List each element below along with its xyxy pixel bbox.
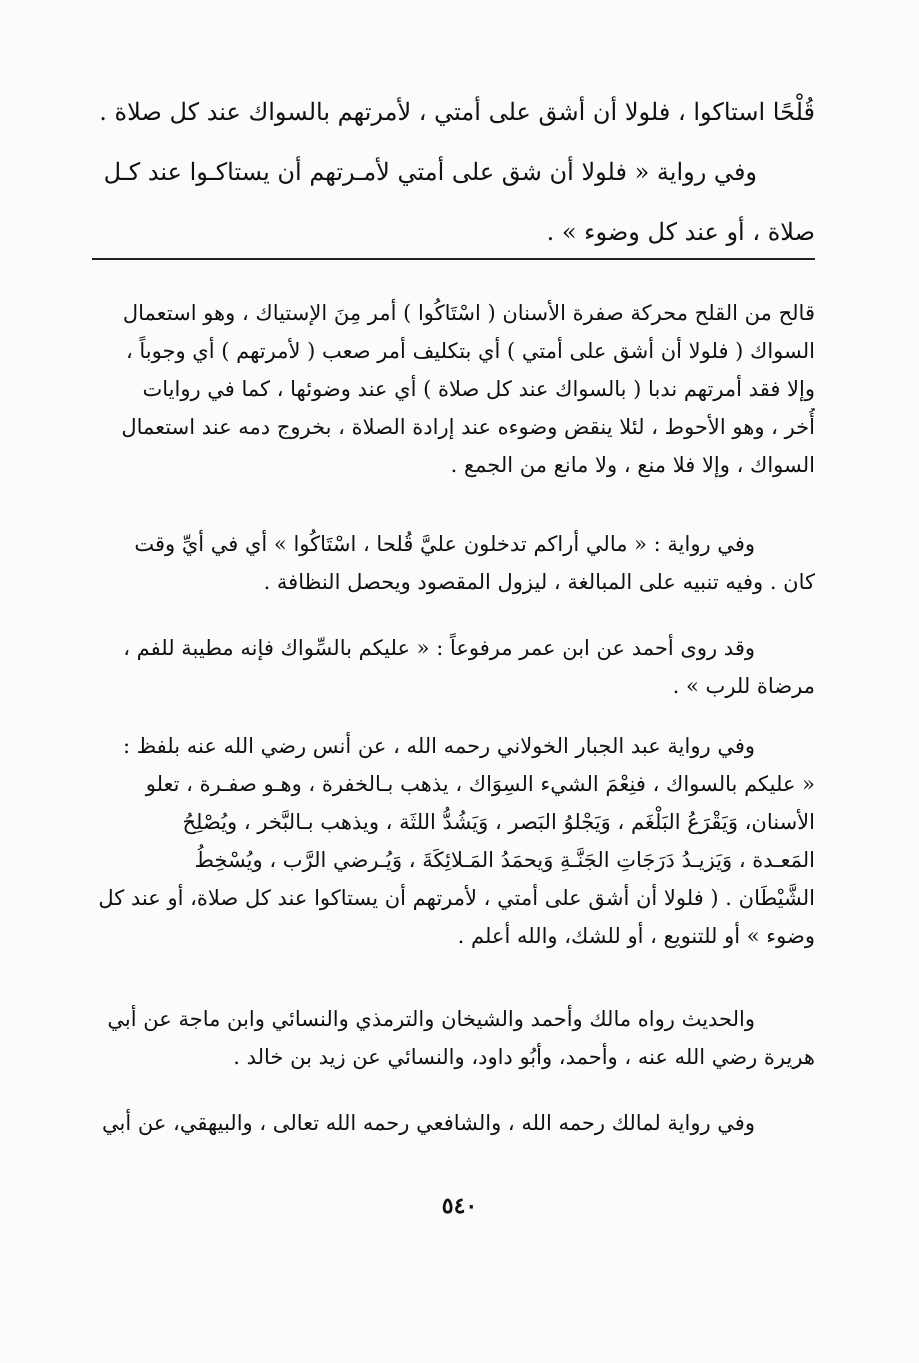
commentary-line: قالح من القلح محركة صفرة الأسنان ( اسْتَاكُوا ) أمر مِنَ الإستياك ، وهو استعمال [122, 301, 815, 325]
hadith-line: صلاة ، أو عند كل وضوء » . [546, 218, 815, 246]
hadith-line: وفي رواية « فلولا أن شق على أمتي لأمـرتهم أن يستاكـوا عند كـل [103, 158, 757, 186]
footnote-divider [92, 258, 815, 260]
commentary-line: وإلا فقد أمرتهم ندبا ( بالسواك عند كل صلاة ) أي عند وضوئها ، كما في روايات [142, 377, 815, 401]
commentary-line: مرضاة للرب » . [672, 674, 815, 698]
hadith-text [92, 82, 815, 262]
commentary-paragraph-2 [92, 525, 815, 601]
commentary-line: الشَّيْطَان . ( فلولا أن أشق على أمتي ، لأمرتهم أن يستاكوا عند كل صلاة، أو عند كل [98, 886, 815, 910]
commentary-paragraph-5 [92, 1000, 815, 1076]
commentary-line: وفي رواية لمالك رحمه الله ، والشافعي رحمه الله تعالى ، والبيهقي، عن أبي [102, 1111, 755, 1135]
commentary-line: وفي رواية : « مالي أراكم تدخلون عليَّ قُلحا ، اسْتَاكُوا » أي في أيِّ وقت [134, 532, 755, 556]
commentary-line: والحديث رواه مالك وأحمد والشيخان والترمذي والنسائي وابن ماجة عن أبي [107, 1007, 755, 1031]
page-number: ٥٤٠ [441, 1193, 478, 1219]
commentary-line: كان . وفيه تنبيه على المبالغة ، ليزول المقصود ويحصل النظافة . [263, 570, 815, 594]
commentary-paragraph-3 [92, 629, 815, 705]
commentary-paragraph-4 [92, 727, 815, 955]
commentary-line: السواك ( فلولا أن أشق على أمتي ) أي بتكليف أمر صعب ( لأمرتهم ) أي وجوباً ، [125, 339, 815, 363]
commentary-paragraph-6 [92, 1104, 815, 1142]
commentary-line: وفي رواية عبد الجبار الخولاني رحمه الله ، عن أنس رضي الله عنه بلفظ : [122, 734, 755, 758]
hadith-line: قُلْحًا استاكوا ، فلولا أن أشق على أمتي ، لأمرتهم بالسواك عند كل صلاة . [99, 98, 815, 126]
commentary-line: وقد روى أحمد عن ابن عمر مرفوعاً : « عليكم بالسِّواك فإنه مطيبة للفم ، [123, 636, 755, 660]
commentary-line: السواك ، وإلا فلا منع ، ولا مانع من الجمع . [450, 453, 815, 477]
commentary-line: أُخر ، وهو الأحوط ، لئلا ينقض وضوءه عند إرادة الصلاة ، بخروج دمه عند استعمال [121, 415, 815, 439]
commentary-line: « عليكم بالسواك ، فنِعْمَ الشيء السِوَاك ، يذهب بـالخفرة ، وهـو صفـرة ، تعلو [145, 772, 815, 796]
commentary-line: المَعـدة ، وَيَزيـدُ دَرَجَاتِ الجَنَّـةِ وَيحمَدُ المَـلائِكَةَ ، وَيُـرضي الرَّب ، ويُسْخِطُ [194, 848, 815, 872]
commentary-line: هريرة رضي الله عنه ، وأحمد، وأبُو داود، والنسائي عن زيد بن خالد . [233, 1045, 815, 1069]
commentary-line: الأسنان، وَيَقْرَعُ البَلْغَم ، وَيَجْلوُ البَصر ، وَيَشُدُّ اللثَة ، ويذهب بـالبَّخر ، ويُصْلِحُ [182, 810, 815, 834]
commentary-paragraph-1 [92, 294, 815, 484]
commentary-line: وضوء » أو للتنويع ، أو للشك، والله أعلم . [457, 924, 815, 948]
